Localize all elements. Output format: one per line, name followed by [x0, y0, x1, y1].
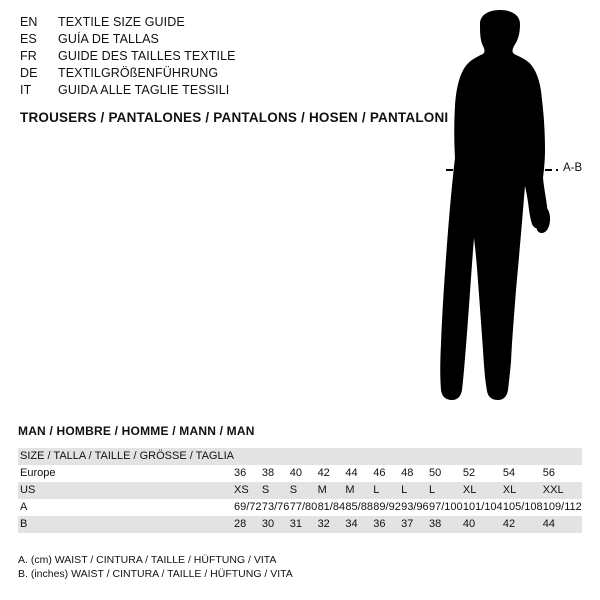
language-code-de: DE [20, 66, 38, 80]
language-code-it: IT [20, 83, 32, 97]
cell-size-6 [373, 448, 401, 465]
cell-size-4 [318, 448, 346, 465]
cell-size-11 [543, 448, 582, 465]
cell-size-9 [463, 448, 503, 465]
cell-europe-4: 42 [317, 467, 330, 479]
table-row-a [18, 499, 582, 516]
cell-europe-2: 38 [261, 467, 275, 479]
cell-b-1: 28 [234, 516, 262, 533]
cell-europe-6: 46 [373, 467, 386, 479]
cell-europe-9: 52 [462, 467, 476, 479]
cell-europe-5: 44 [345, 467, 358, 479]
row-label-us: US [18, 482, 234, 499]
language-text-fr: GUIDE DES TAILLES TEXTILE [58, 49, 236, 63]
cell-europe-7: 48 [401, 467, 414, 479]
language-row-de [20, 65, 420, 82]
language-row-en [20, 14, 420, 31]
cell-size-3 [290, 448, 318, 465]
mannequin-silhouette-icon [408, 10, 593, 410]
cell-size-1 [234, 448, 262, 465]
footnote-a: A. (cm) WAIST / CINTURA / TAILLE / HÜFTUNG / VITA [18, 554, 277, 566]
table-row-b [18, 516, 582, 533]
cell-a-7: 93/96 [401, 501, 429, 513]
language-text-de: TEXTILGRÖßENFÜHRUNG [58, 66, 219, 80]
cell-us-5: M [345, 482, 373, 499]
cell-b-6: 36 [373, 516, 401, 533]
cell-size-5 [345, 448, 373, 465]
cell-size-7 [401, 448, 429, 465]
cell-a-5: 85/88 [345, 501, 373, 513]
cell-b-11: 44 [543, 516, 582, 533]
cell-a-10: 105/108 [502, 501, 543, 513]
cell-a-11: 109/112 [542, 501, 582, 513]
cell-b-9: 40 [463, 516, 503, 533]
cell-b-10: 42 [503, 516, 543, 533]
language-row-it [20, 82, 420, 99]
cell-us-6: L [373, 482, 401, 499]
mannequin-figure [408, 10, 593, 410]
language-text-es: GUÍA DE TALLAS [58, 32, 159, 46]
cell-b-7: 37 [401, 516, 429, 533]
cell-b-3: 31 [290, 516, 318, 533]
cell-us-9: XL [463, 482, 503, 499]
language-text-en: TEXTILE SIZE GUIDE [58, 15, 185, 29]
table-section-title: MAN / HOMBRE / HOMME / MANN / MAN [18, 424, 255, 438]
row-label-europe: Europe [20, 467, 56, 479]
cell-europe-11: 56 [542, 467, 556, 479]
cell-us-8: L [429, 482, 463, 499]
cell-a-3: 77/80 [289, 501, 318, 513]
cell-us-2: S [262, 482, 290, 499]
cell-a-8: 97/100 [429, 501, 463, 513]
cell-europe-1: 36 [233, 467, 247, 479]
row-label-size: SIZE / TALLA / TAILLE / GRÖSSE / TAGLIA [18, 448, 234, 465]
row-label-a: A [20, 501, 28, 513]
cell-b-2: 30 [262, 516, 290, 533]
size-table [18, 448, 582, 533]
cell-us-4: M [318, 482, 346, 499]
language-row-es [20, 31, 420, 48]
cell-size-8 [429, 448, 463, 465]
language-row-fr [20, 48, 420, 65]
table-row-europe [18, 465, 582, 482]
cell-a-1: 69/72 [233, 501, 262, 513]
table-row-us [18, 482, 582, 499]
cell-us-11: XXL [543, 482, 582, 499]
cell-us-10: XL [503, 482, 543, 499]
language-code-fr: FR [20, 49, 37, 63]
language-header-list [20, 14, 420, 99]
language-code-es: ES [20, 32, 37, 46]
cell-b-8: 38 [429, 516, 463, 533]
cell-a-6: 89/92 [373, 501, 401, 513]
cell-size-10 [503, 448, 543, 465]
cell-a-2: 73/76 [261, 501, 290, 513]
cell-europe-3: 40 [289, 467, 302, 479]
cell-europe-10: 54 [502, 467, 516, 479]
table-row-size-header [18, 448, 582, 465]
language-code-en: EN [20, 15, 38, 29]
footnote-b: B. (inches) WAIST / CINTURA / TAILLE / HÜFTUNG / VITA [18, 568, 293, 580]
cell-a-4: 81/84 [317, 501, 346, 513]
cell-size-2 [262, 448, 290, 465]
language-text-it: GUIDA ALLE TAGLIE TESSILI [58, 83, 230, 97]
cell-a-9: 101/104 [462, 501, 503, 513]
category-title: TROUSERS / PANTALONES / PANTALONS / HOSEN / PANTALONI [20, 110, 449, 125]
measure-label-ab: A-B [563, 162, 583, 174]
cell-b-4: 32 [318, 516, 346, 533]
cell-us-3: S [290, 482, 318, 499]
cell-us-7: L [401, 482, 429, 499]
row-label-b: B [18, 516, 234, 533]
cell-b-5: 34 [345, 516, 373, 533]
cell-europe-8: 50 [429, 467, 442, 479]
cell-us-1: XS [234, 482, 262, 499]
footnotes [18, 553, 293, 581]
